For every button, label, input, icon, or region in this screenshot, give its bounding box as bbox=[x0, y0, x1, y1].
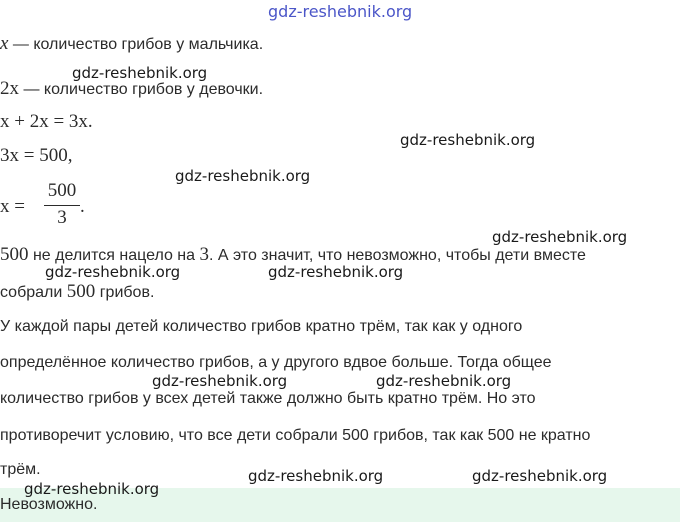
paragraph-reasoning-line4: противоречит условию, что все дети собрали 500 грибов, так как 500 не кратно bbox=[0, 427, 591, 444]
fraction-bar bbox=[44, 205, 80, 206]
math-var-2x: 2x bbox=[0, 78, 19, 99]
fraction-lhs: x = bbox=[0, 196, 25, 217]
watermark: gdz-reshebnik.org bbox=[376, 372, 512, 390]
definition-boy: x — количество грибов у мальчика. bbox=[0, 33, 264, 54]
paragraph-divisibility-line1: 500 не делится нацело на 3. А это значит, что невозможно, чтобы дети вместе bbox=[0, 244, 586, 265]
equation-fraction bbox=[0, 180, 200, 232]
paragraph-reasoning-line2: определённое количество грибов, а у другого вдвое больше. Тогда общее bbox=[0, 354, 552, 371]
math-var-x: x bbox=[0, 33, 9, 54]
paragraph-reasoning-line5: трём. bbox=[0, 461, 41, 478]
equation-total: 3x = 500, bbox=[0, 145, 73, 166]
definition-girl: 2x — количество грибов у девочки. bbox=[0, 78, 264, 99]
watermark: gdz-reshebnik.org bbox=[268, 263, 404, 281]
watermark: gdz-reshebnik.org bbox=[400, 131, 536, 149]
answer-text: Невозможно. bbox=[0, 496, 98, 513]
fraction-period: . bbox=[80, 196, 85, 217]
paragraph-reasoning-line1: У каждой пары детей количество грибов кратно трём, так как у одного bbox=[0, 318, 523, 335]
watermark: gdz-reshebnik.org bbox=[492, 228, 628, 246]
watermark-top: gdz-reshebnik.org bbox=[268, 2, 413, 21]
watermark: gdz-reshebnik.org bbox=[152, 372, 288, 390]
paragraph-divisibility-line2: собрали 500 грибов. bbox=[0, 281, 155, 302]
watermark: gdz-reshebnik.org bbox=[472, 467, 608, 485]
fraction-denominator: 3 bbox=[57, 207, 67, 228]
watermark: gdz-reshebnik.org bbox=[175, 167, 311, 185]
watermark: gdz-reshebnik.org bbox=[248, 467, 384, 485]
watermark: gdz-reshebnik.org bbox=[45, 263, 181, 281]
watermark: gdz-reshebnik.org bbox=[24, 480, 160, 498]
fraction-numerator: 500 bbox=[47, 180, 77, 201]
paragraph-reasoning-line3: количество грибов у всех детей также должно быть кратно трём. Но это bbox=[0, 390, 536, 407]
equation-sum: x + 2x = 3x. bbox=[0, 111, 93, 132]
watermark: gdz-reshebnik.org bbox=[72, 64, 208, 82]
